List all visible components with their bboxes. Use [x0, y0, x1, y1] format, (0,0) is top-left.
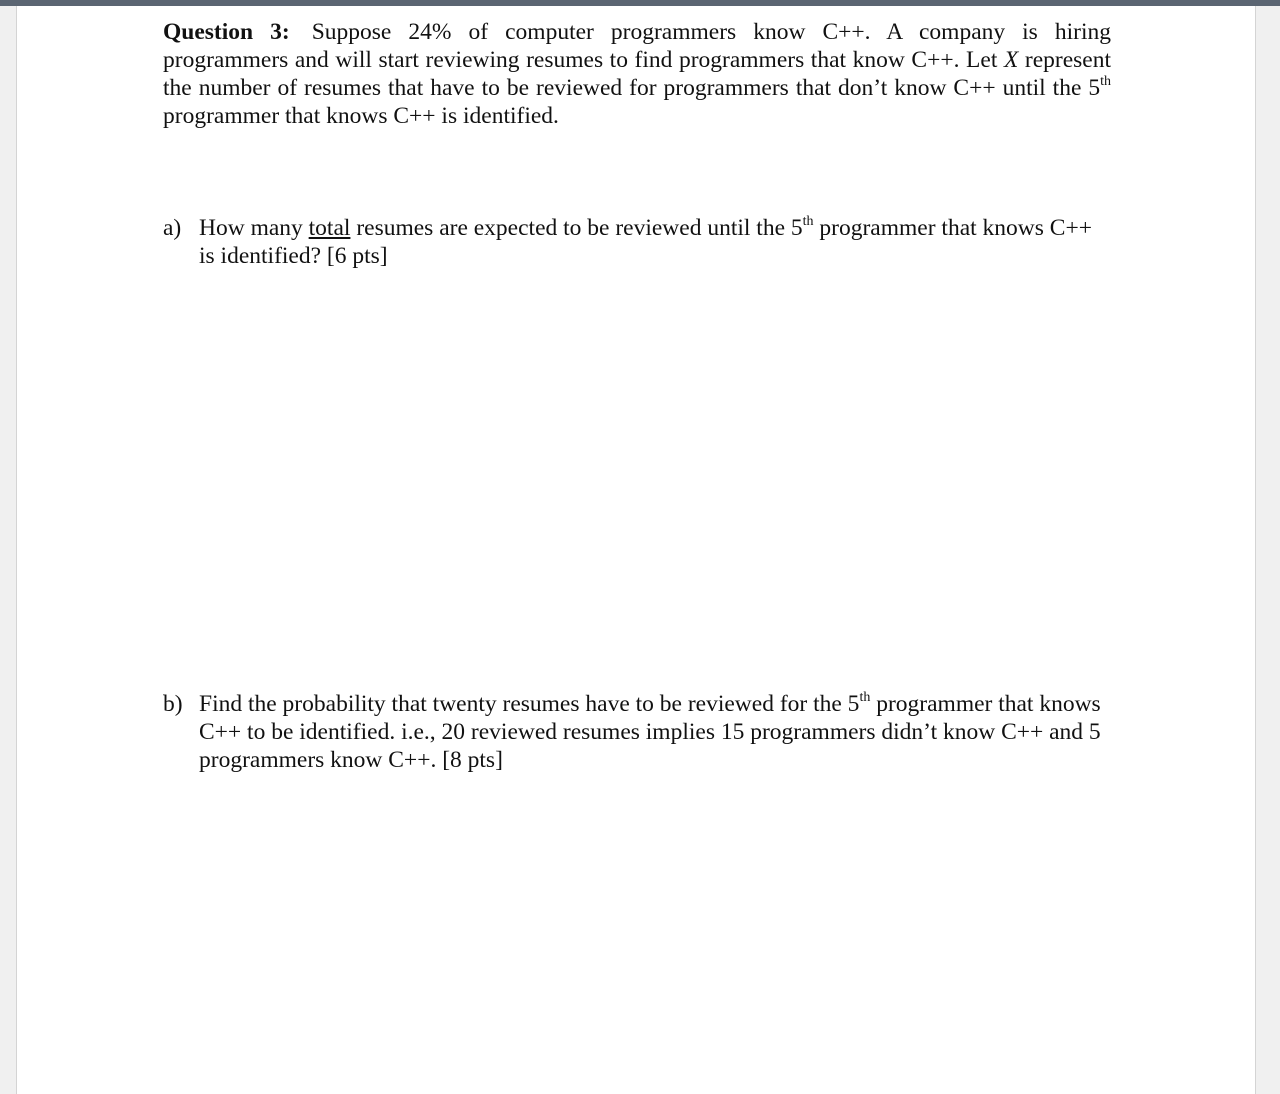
- part-a-superscript-th: th: [802, 214, 814, 230]
- variable-x: X: [1003, 47, 1019, 73]
- question-label: Question 3:: [163, 19, 290, 45]
- part-b-text: [199, 690, 1111, 774]
- superscript-th: th: [1100, 74, 1111, 90]
- part-b-text-2: programmer that knows C++ to be identified. i.e., 20 reviewed resumes implies 15 programmers didn’t know C++ and 5 programmers know C++. [8 pts]: [199, 691, 1101, 773]
- part-a-text: [199, 214, 1111, 270]
- question-3: [163, 18, 1111, 130]
- part-a: [163, 214, 1111, 270]
- question-text-2: represent the number of resumes that have to be reviewed for programmers that don’t know C++ until the 5: [163, 47, 1111, 101]
- part-a-underlined-word: total: [308, 215, 351, 241]
- document-page: [16, 6, 1256, 1094]
- part-b-superscript-th: th: [859, 690, 871, 706]
- part-a-text-1: How many: [199, 215, 309, 241]
- question-text-3: programmer that knows C++ is identified.: [163, 103, 559, 129]
- part-a-text-3: programmer that knows C++ is identified? [6 pts]: [199, 215, 1092, 269]
- question-text-1: Suppose 24% of computer programmers know C++. A company is hiring programmers and will start reviewing resumes to find programmers that know C++. Let: [163, 19, 1111, 73]
- part-a-letter: a): [163, 215, 182, 241]
- part-b-text-1: Find the probability that twenty resumes have to be reviewed for the 5: [199, 691, 860, 717]
- part-b-letter: b): [163, 691, 183, 717]
- part-b: [163, 690, 1111, 774]
- part-a-text-2: resumes are expected to be reviewed until the 5: [350, 215, 803, 241]
